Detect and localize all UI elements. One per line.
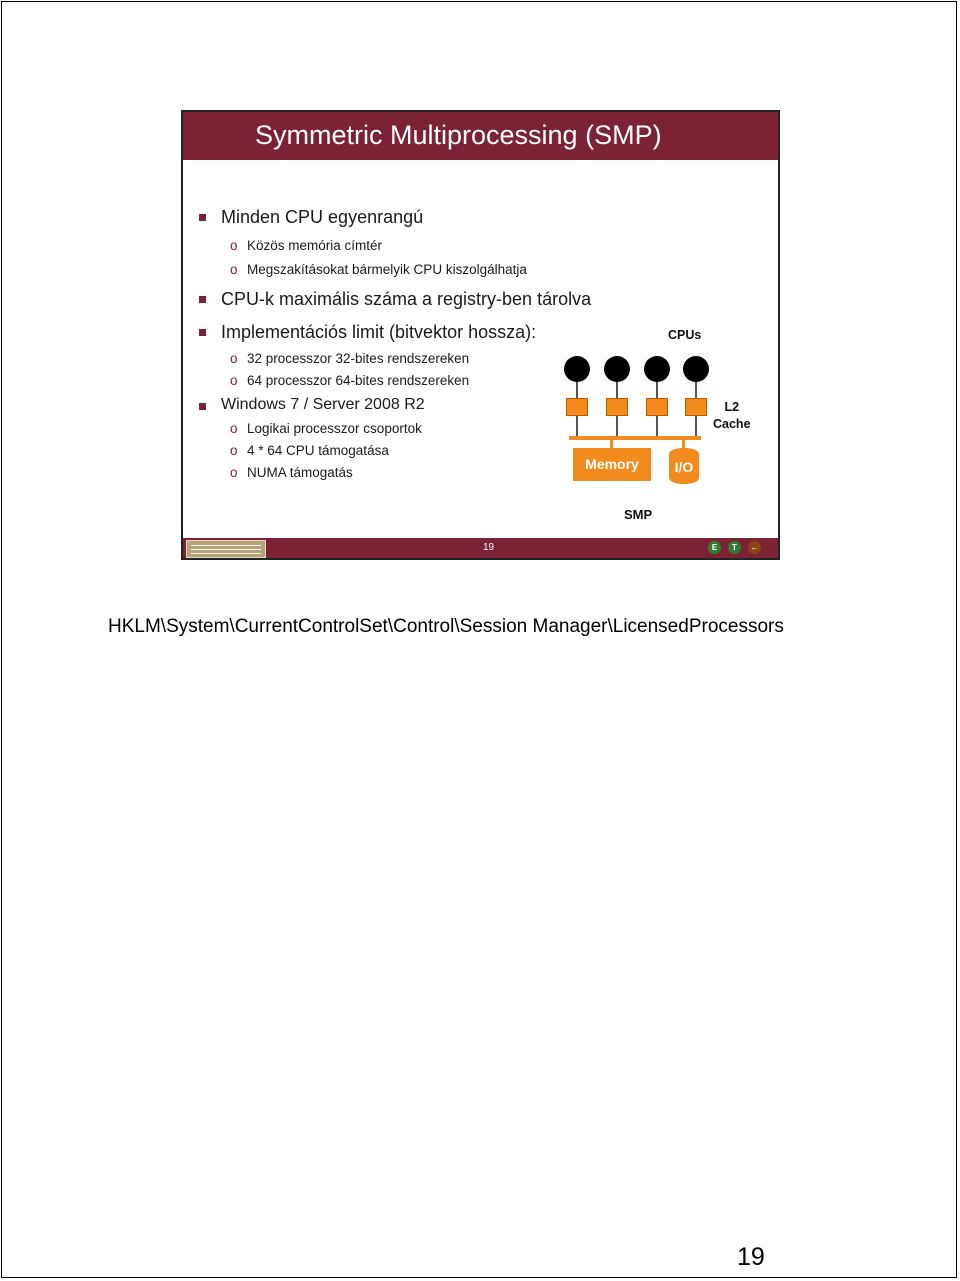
bullet-text: Minden CPU egyenrangú	[221, 207, 424, 227]
sub-bullet-item	[230, 262, 527, 277]
cache-icon	[566, 398, 588, 416]
l2-cache-label	[713, 399, 751, 433]
cache-connector	[695, 416, 697, 436]
slide	[181, 110, 780, 560]
logo-detail	[191, 549, 261, 550]
cpus-label: CPUs	[668, 328, 702, 342]
bullet-text: NUMA támogatás	[247, 465, 353, 480]
sub-bullet-marker: o	[230, 443, 238, 458]
registry-path: HKLM\System\CurrentControlSet\Control\Session Manager\LicensedProcessors	[108, 616, 784, 637]
io-cylinder: I/O	[669, 448, 699, 484]
bullet-text: Megszakításokat bármelyik CPU kiszolgálhatja	[247, 262, 527, 277]
cpu-icon	[564, 356, 590, 382]
sub-bullet-marker: o	[230, 238, 238, 253]
bullet-text: Implementációs limit (bitvektor hossza):	[221, 322, 537, 342]
sub-bullet-marker: o	[230, 373, 238, 388]
nav-button-e[interactable]: E	[708, 541, 721, 554]
sub-bullet-item	[230, 465, 353, 480]
diagram-caption: SMP	[624, 507, 653, 522]
bullet-text: Logikai processzor csoportok	[247, 421, 422, 436]
bullet-item	[221, 322, 536, 343]
slide-footer	[183, 538, 778, 558]
bullet-text: Közös memória címtér	[247, 238, 383, 253]
sub-bullet-marker: o	[230, 465, 238, 480]
sub-bullet-marker: o	[230, 351, 238, 366]
logo-detail	[191, 553, 261, 554]
page-number: 19	[737, 1243, 765, 1271]
bullet-text: Windows 7 / Server 2008 R2	[221, 396, 425, 413]
sub-bullet-item	[230, 351, 470, 366]
sub-bullet-item	[230, 238, 383, 253]
l2-cache-label-line2: Cache	[713, 417, 751, 431]
bullet-text: CPU-k maximális száma a registry-ben tárolva	[221, 289, 592, 309]
cpu-connector	[695, 382, 697, 398]
logo-detail	[191, 545, 261, 546]
cache-icon	[646, 398, 668, 416]
cache-connector	[616, 416, 618, 436]
sub-bullet-item	[230, 421, 422, 436]
cpu-icon	[604, 356, 630, 382]
bullet-item	[221, 207, 423, 228]
memory-block: Memory	[573, 448, 651, 481]
bullet-text: 4 * 64 CPU támogatása	[247, 443, 389, 458]
sub-bullet-marker: o	[230, 262, 238, 277]
slide-page-number: 19	[483, 542, 495, 553]
l2-cache-label-line1: L2	[724, 400, 740, 414]
university-logo	[186, 540, 266, 558]
bullet-text: 64 processzor 64-bites rendszereken	[247, 373, 470, 388]
cache-connector	[656, 416, 658, 436]
cpu-connector	[616, 382, 618, 398]
sub-bullet-item	[230, 373, 470, 388]
sub-bullet-marker: o	[230, 421, 238, 436]
sub-bullet-item	[230, 443, 389, 458]
bullet-item	[221, 396, 425, 414]
cache-icon	[606, 398, 628, 416]
bullet-text: 32 processzor 32-bites rendszereken	[247, 351, 470, 366]
slide-title: Symmetric Multiprocessing (SMP)	[255, 120, 662, 150]
cpu-icon	[644, 356, 670, 382]
memory-connector	[610, 440, 613, 448]
cpu-icon	[683, 356, 709, 382]
cache-connector	[576, 416, 578, 436]
cache-icon	[685, 398, 707, 416]
cpu-connector	[576, 382, 578, 398]
bullet-item	[221, 289, 591, 310]
cpu-connector	[656, 382, 658, 398]
nav-button-t[interactable]: T	[728, 541, 741, 554]
nav-button-back[interactable]: ←	[748, 541, 761, 554]
